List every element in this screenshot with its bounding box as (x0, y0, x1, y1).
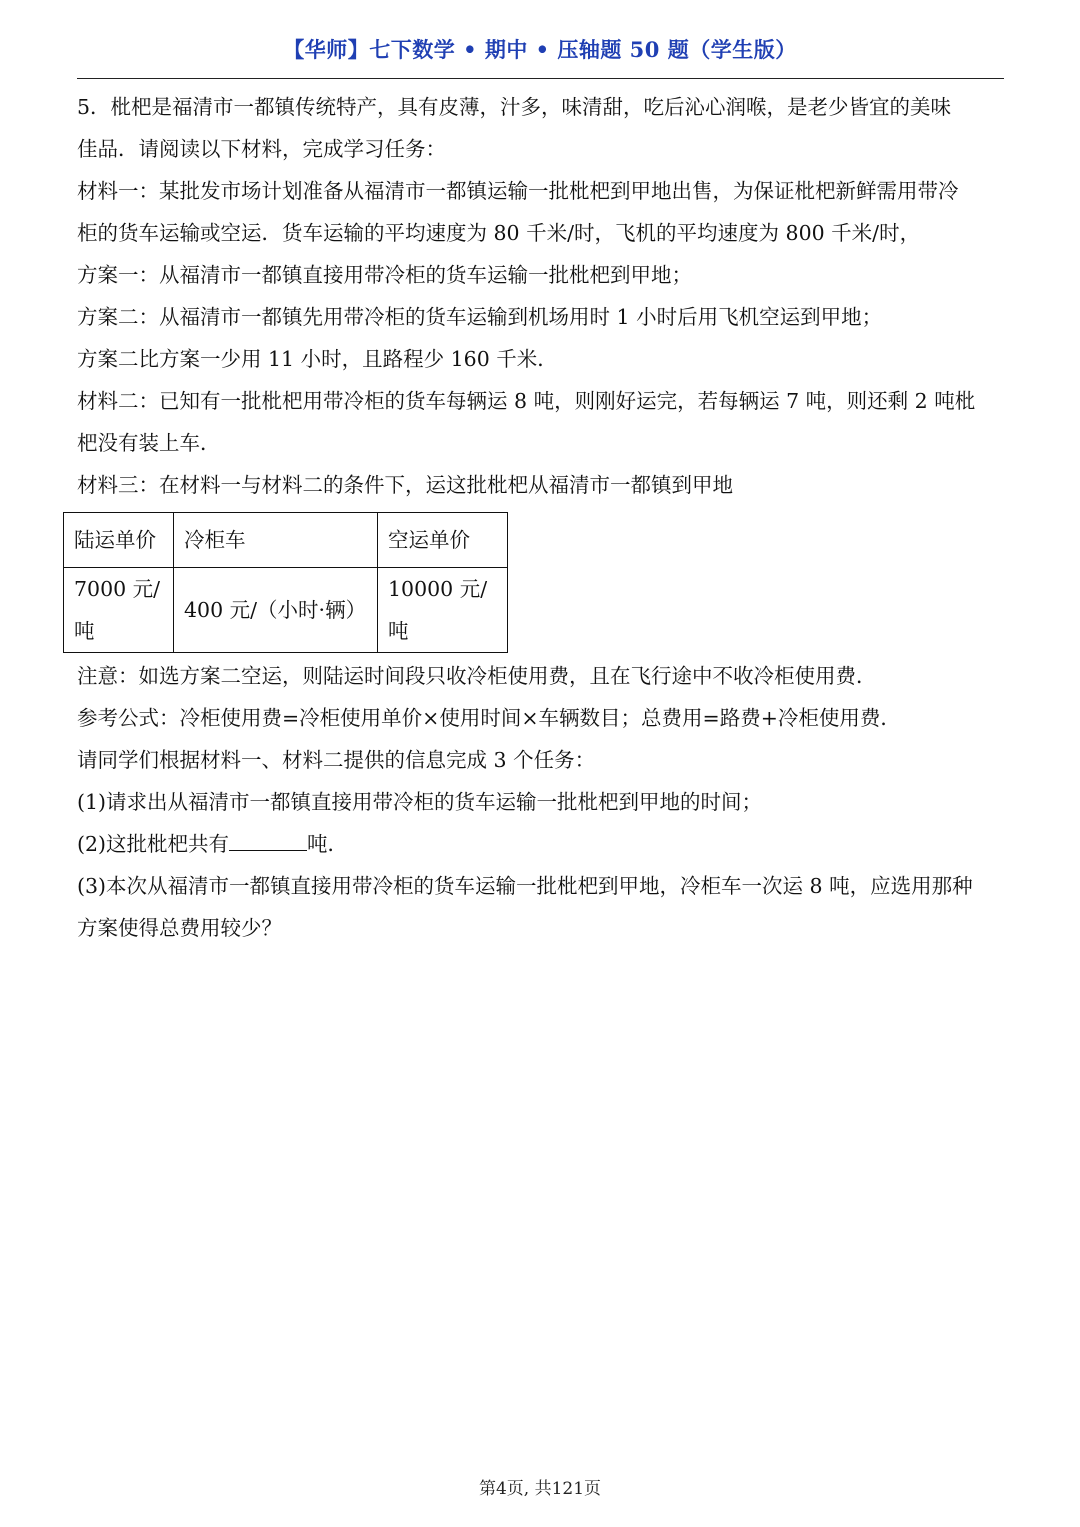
problem-intro-line1: 5．枇杷是福清市一都镇传统特产，具有皮薄，汁多，味清甜，吃后沁心润喉，是老少皆宜的美味 (77, 95, 952, 119)
material1-line1: 材料一：某批发市场计划准备从福清市一都镇运输一批枇杷到甲地出售，为保证枇杷新鲜需用带冷 (77, 179, 959, 203)
header-refrigerated-truck: 冷柜车 (174, 513, 378, 568)
header-air-unit-price: 空运单价 (378, 513, 508, 568)
plan1: 方案一：从福清市一都镇直接用带冷柜的货车运输一批枇杷到甲地； (77, 263, 692, 287)
reference-formula: 参考公式：冷柜使用费=冷柜使用单价×使用时间×车辆数目；总费用=路费+冷柜使用费． (77, 706, 901, 730)
answer-blank (229, 830, 307, 851)
price-table (63, 512, 508, 653)
problem-body (74, 86, 1007, 949)
value-air-unit-price: 10000 元/吨 (378, 568, 508, 653)
task3-line1: (3)本次从福清市一都镇直接用带冷柜的货车运输一批枇杷到甲地，冷柜车一次运 8 吨，应选用那种 (77, 874, 973, 898)
header-land-unit-price: 陆运单价 (64, 513, 174, 568)
value-land-unit-price: 7000 元/吨 (64, 568, 174, 653)
page-number: 第4页, 共121页 (478, 1479, 602, 1499)
plan-compare: 方案二比方案一少用 11 小时，且路程少 160 千米． (77, 347, 558, 371)
task2-text: (2)这批枇杷共有 (77, 832, 230, 856)
value-refrigerated-truck: 400 元/（小时·辆） (174, 568, 378, 653)
price-table-header-row (64, 513, 508, 568)
price-table-value-row (64, 568, 508, 653)
material3: 材料三：在材料一与材料二的条件下，运这批枇杷从福清市一都镇到甲地 (77, 473, 733, 497)
task-intro: 请同学们根据材料一、材料二提供的信息完成 3 个任务： (77, 748, 596, 772)
material2-line1: 材料二：已知有一批枇杷用带冷柜的货车每辆运 8 吨，则刚好运完，若每辆运 7 吨，则还剩 2 吨枇 (77, 389, 976, 413)
task1: (1)请求出从福清市一都镇直接用带冷柜的货车运输一批枇杷到甲地的时间； (77, 790, 763, 814)
note: 注意：如选方案二空运，则陆运时间段只收冷柜使用费，且在飞行途中不收冷柜使用费． (77, 664, 877, 688)
task2 (77, 823, 1007, 865)
problem-intro-line2: 佳品．请阅读以下材料，完成学习任务： (77, 137, 446, 161)
plan2: 方案二：从福清市一都镇先用带冷柜的货车运输到机场用时 1 小时后用飞机空运到甲地； (77, 305, 883, 329)
header-divider (77, 78, 1004, 79)
material1-line2: 柜的货车运输或空运．货车运输的平均速度为 80 千米/时，飞机的平均速度为 800 千米/时， (77, 221, 921, 245)
page-header-title: 【华师】七下数学 • 期中 • 压轴题 50 题（学生版） (283, 37, 797, 62)
task3-line2: 方案使得总费用较少？ (77, 916, 282, 940)
task2-unit: 吨． (307, 832, 349, 856)
material2-line2: 杷没有装上车． (77, 431, 221, 455)
